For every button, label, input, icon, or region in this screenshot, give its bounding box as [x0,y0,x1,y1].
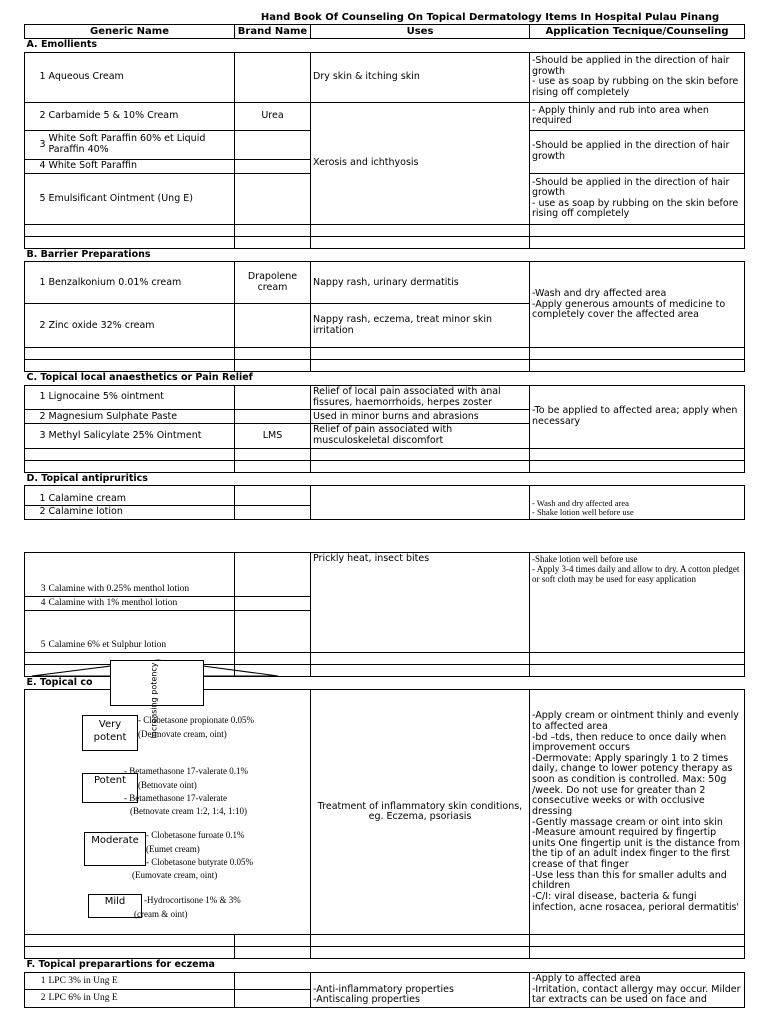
drug-line: (Betnovate cream 1:2, 1:4, 1:10) [130,806,247,816]
table-row: 2 Calamine lotion [25,506,745,520]
generic-name: Calamine with 0.25% menthol lotion [47,553,235,597]
application-cell: -Wash and dry affected area -Apply generous amounts of medicine to completely cover the affected area [530,262,745,348]
table-row: 1 Benzalkonium 0.01% cream Drapolene cream Nappy rash, urinary dermatitis -Wash and dry affected area -Apply generous amounts of medicine to completely cover the affected area [25,262,745,304]
counseling-table-top [24,24,745,520]
table-row: 3 White Soft Paraffin 60% et Liquid Paraffin 40% -Should be applied in the direction of hair growth [25,130,745,159]
table-row: 4 White Soft Paraffin [25,159,745,173]
header-brand-name: Brand Name [235,25,311,39]
section-a-heading: A. Emollients [25,39,745,53]
uses-cell: Dry skin & itching skin [311,52,530,102]
generic-name: Aqueous Cream [47,52,235,102]
generic-name: LPC 3% in Ung E [47,972,235,989]
uses-cell: Prickly heat, insect bites [311,553,530,653]
section-b-heading: B. Barrier Preparations [25,248,745,262]
generic-name: Emulsificant Ointment (Ung E) [47,173,235,224]
brand-name: Drapolene cream [235,262,311,304]
drug-line: (Betnovate oint) [138,780,197,790]
header-generic-name: Generic Name [25,25,235,39]
drug-line: - Clobetasone furoate 0.1% [146,830,245,840]
uses-cell: Used in minor burns and abrasions [311,410,530,424]
drug-line: - Clobetasone butyrate 0.05% [146,857,253,867]
application-cell: - Wash and dry affected area - Shake lotion well before use [530,486,745,520]
application-cell: - Apply thinly and rub into area when required [530,102,745,130]
uses-cell: Xerosis and ichthyosis [311,102,530,224]
application-cell: -To be applied to affected area; apply when necessary [530,386,745,449]
drug-line: - Betamethasone 17-valerate 0.1% [124,766,248,776]
application-cell: -Apply cream or ointment thinly and evenly to affected area -bd –tds, then reduce to once daily when improvement occurs -Dermovate: Apply sparingly 1 to 2 times daily, change to lower potency therapy as soon as condition is controlled. Max: 50g /week. Do not use for greater than 2 consecutive weeks or with occlusive dressing -Gently massage cream or oint into skin -Measure amount required by fingertip units One fingertip unit is the distance from the tip of an adult index finger to the first crease of that finger -Use less than this for smaller adults and children -C/I: viral disease, bacteria & fungi infection, acne rosacea, perioral dermatitis' [530,690,745,935]
generic-name: Calamine with 1% menthol lotion [47,597,235,611]
drug-line: - Clobetasone propionate 0.05% [138,715,254,725]
table-row: 5 Emulsificant Ointment (Ung E) -Should be applied in the direction of hair growth - use as soap by rubbing on the skin before rising off completely [25,173,745,224]
generic-name: Zinc oxide 32% cream [47,304,235,348]
drug-line: (Eumet cream) [146,844,200,854]
table-row: 2 Zinc oxide 32% cream Nappy rash, eczema, treat minor skin irritation [25,304,745,348]
uses-cell: Relief of pain associated with musculoskeletal discomfort [311,424,530,448]
uses-cell: Nappy rash, eczema, treat minor skin irritation [311,304,530,348]
table-row: 4 Calamine with 1% menthol lotion [25,597,745,611]
document-title: Hand Book Of Counseling On Topical Dermatology Items In Hospital Pulau Pinang [260,12,720,23]
generic-name: White Soft Paraffin 60% et Liquid Paraffin 40% [47,130,235,159]
potency-mild-box: Mild [88,894,142,918]
table-row: 1 Calamine cream - Wash and dry affected area - Shake lotion well before use [25,486,745,506]
brand-name: Urea [235,102,311,130]
drug-line: - Betamethasone 17-valerate [124,793,227,803]
increasing-potency-label: Increasing potency [149,662,159,739]
uses-cell: Nappy rash, urinary dermatitis [311,262,530,304]
generic-name: Magnesium Sulphate Paste [47,410,235,424]
generic-name: Carbamide 5 & 10% Cream [47,102,235,130]
application-cell: -Should be applied in the direction of hair growth - use as soap by rubbing on the skin before rising off completely [530,52,745,102]
potency-moderate-box: Moderate [84,832,146,866]
drug-line: (Dermovate cream, oint) [138,729,227,739]
application-cell: -Should be applied in the direction of hair growth - use as soap by rubbing on the skin before rising off completely [530,173,745,224]
table-row: 1 LPC 3% in Ung E -Anti-inflammatory properties -Antiscaling properties -Apply to affected area -Irritation, contact allergy may occur. Milder tar extracts can be used on face and [25,972,745,989]
drug-line: -Hydrocortisone 1% & 3% [144,895,241,905]
generic-name: Benzalkonium 0.01% cream [47,262,235,304]
uses-cell: -Anti-inflammatory properties -Antiscaling properties [311,972,530,1007]
generic-name: LPC 6% in Ung E [47,990,235,1007]
header-application: Application Tecnique/Counseling [530,25,745,39]
section-d-heading: D. Topical antipruritics [25,472,745,486]
section-c-heading: C. Topical local anaesthetics or Pain Relief [25,372,745,386]
application-cell: -Apply to affected area -Irritation, contact allergy may occur. Milder tar extracts can be used on face and [530,972,745,1007]
generic-name: Calamine cream [47,486,235,506]
table-row: 1 Lignocaine 5% ointment Relief of local pain associated with anal fissures, haemorrhoids, herpes zoster -To be applied to affected area; apply when necessary [25,386,745,410]
generic-name: Calamine 6% et Sulphur lotion [47,610,235,652]
table-row: 5 Calamine 6% et Sulphur lotion [25,610,745,652]
drug-line: (Eumovate cream, oint) [132,870,218,880]
table-row: 2 LPC 6% in Ung E [25,990,745,1007]
generic-name: White Soft Paraffin [47,159,235,173]
page-break [0,536,768,550]
generic-name: Calamine lotion [47,506,235,520]
generic-name: Lignocaine 5% ointment [47,386,235,410]
section-e-heading: E. Topical co [25,676,745,690]
uses-cell: Relief of local pain associated with anal fissures, haemorrhoids, herpes zoster [311,386,530,410]
uses-cell: Treatment of inflammatory skin conditions, eg. Eczema, psoriasis [311,690,530,935]
table-row: 2 Carbamide 5 & 10% Cream Urea Xerosis and ichthyosis - Apply thinly and rub into area when required [25,102,745,130]
table-row: 3 Calamine with 0.25% menthol lotion Prickly heat, insect bites -Shake lotion well before use - Apply 3-4 times daily and allow to dry. A cotton pledget or soft cloth may be used for easy application [25,553,745,597]
application-cell: -Shake lotion well before use - Apply 3-4 times daily and allow to dry. A cotton pledget or soft cloth may be used for easy application [530,553,745,653]
potency-very-potent-box: Very potent [82,715,138,751]
table-row: 2 Magnesium Sulphate Paste Used in minor burns and abrasions [25,410,745,424]
header-uses: Uses [311,25,530,39]
generic-name: Methyl Salicylate 25% Ointment [47,424,235,448]
table-row: 1 Aqueous Cream Dry skin & itching skin -Should be applied in the direction of hair growth - use as soap by rubbing on the skin before rising off completely [25,52,745,102]
drug-line: (cream & oint) [134,909,188,919]
application-cell: -Should be applied in the direction of hair growth [530,130,745,173]
section-f-heading: F. Topical preparartions for eczema [25,959,745,973]
table-row: 3 Methyl Salicylate 25% Ointment LMS Relief of pain associated with musculoskeletal discomfort [25,424,745,448]
brand-name: LMS [235,424,311,448]
potency-potent-box: Potent [82,773,138,803]
